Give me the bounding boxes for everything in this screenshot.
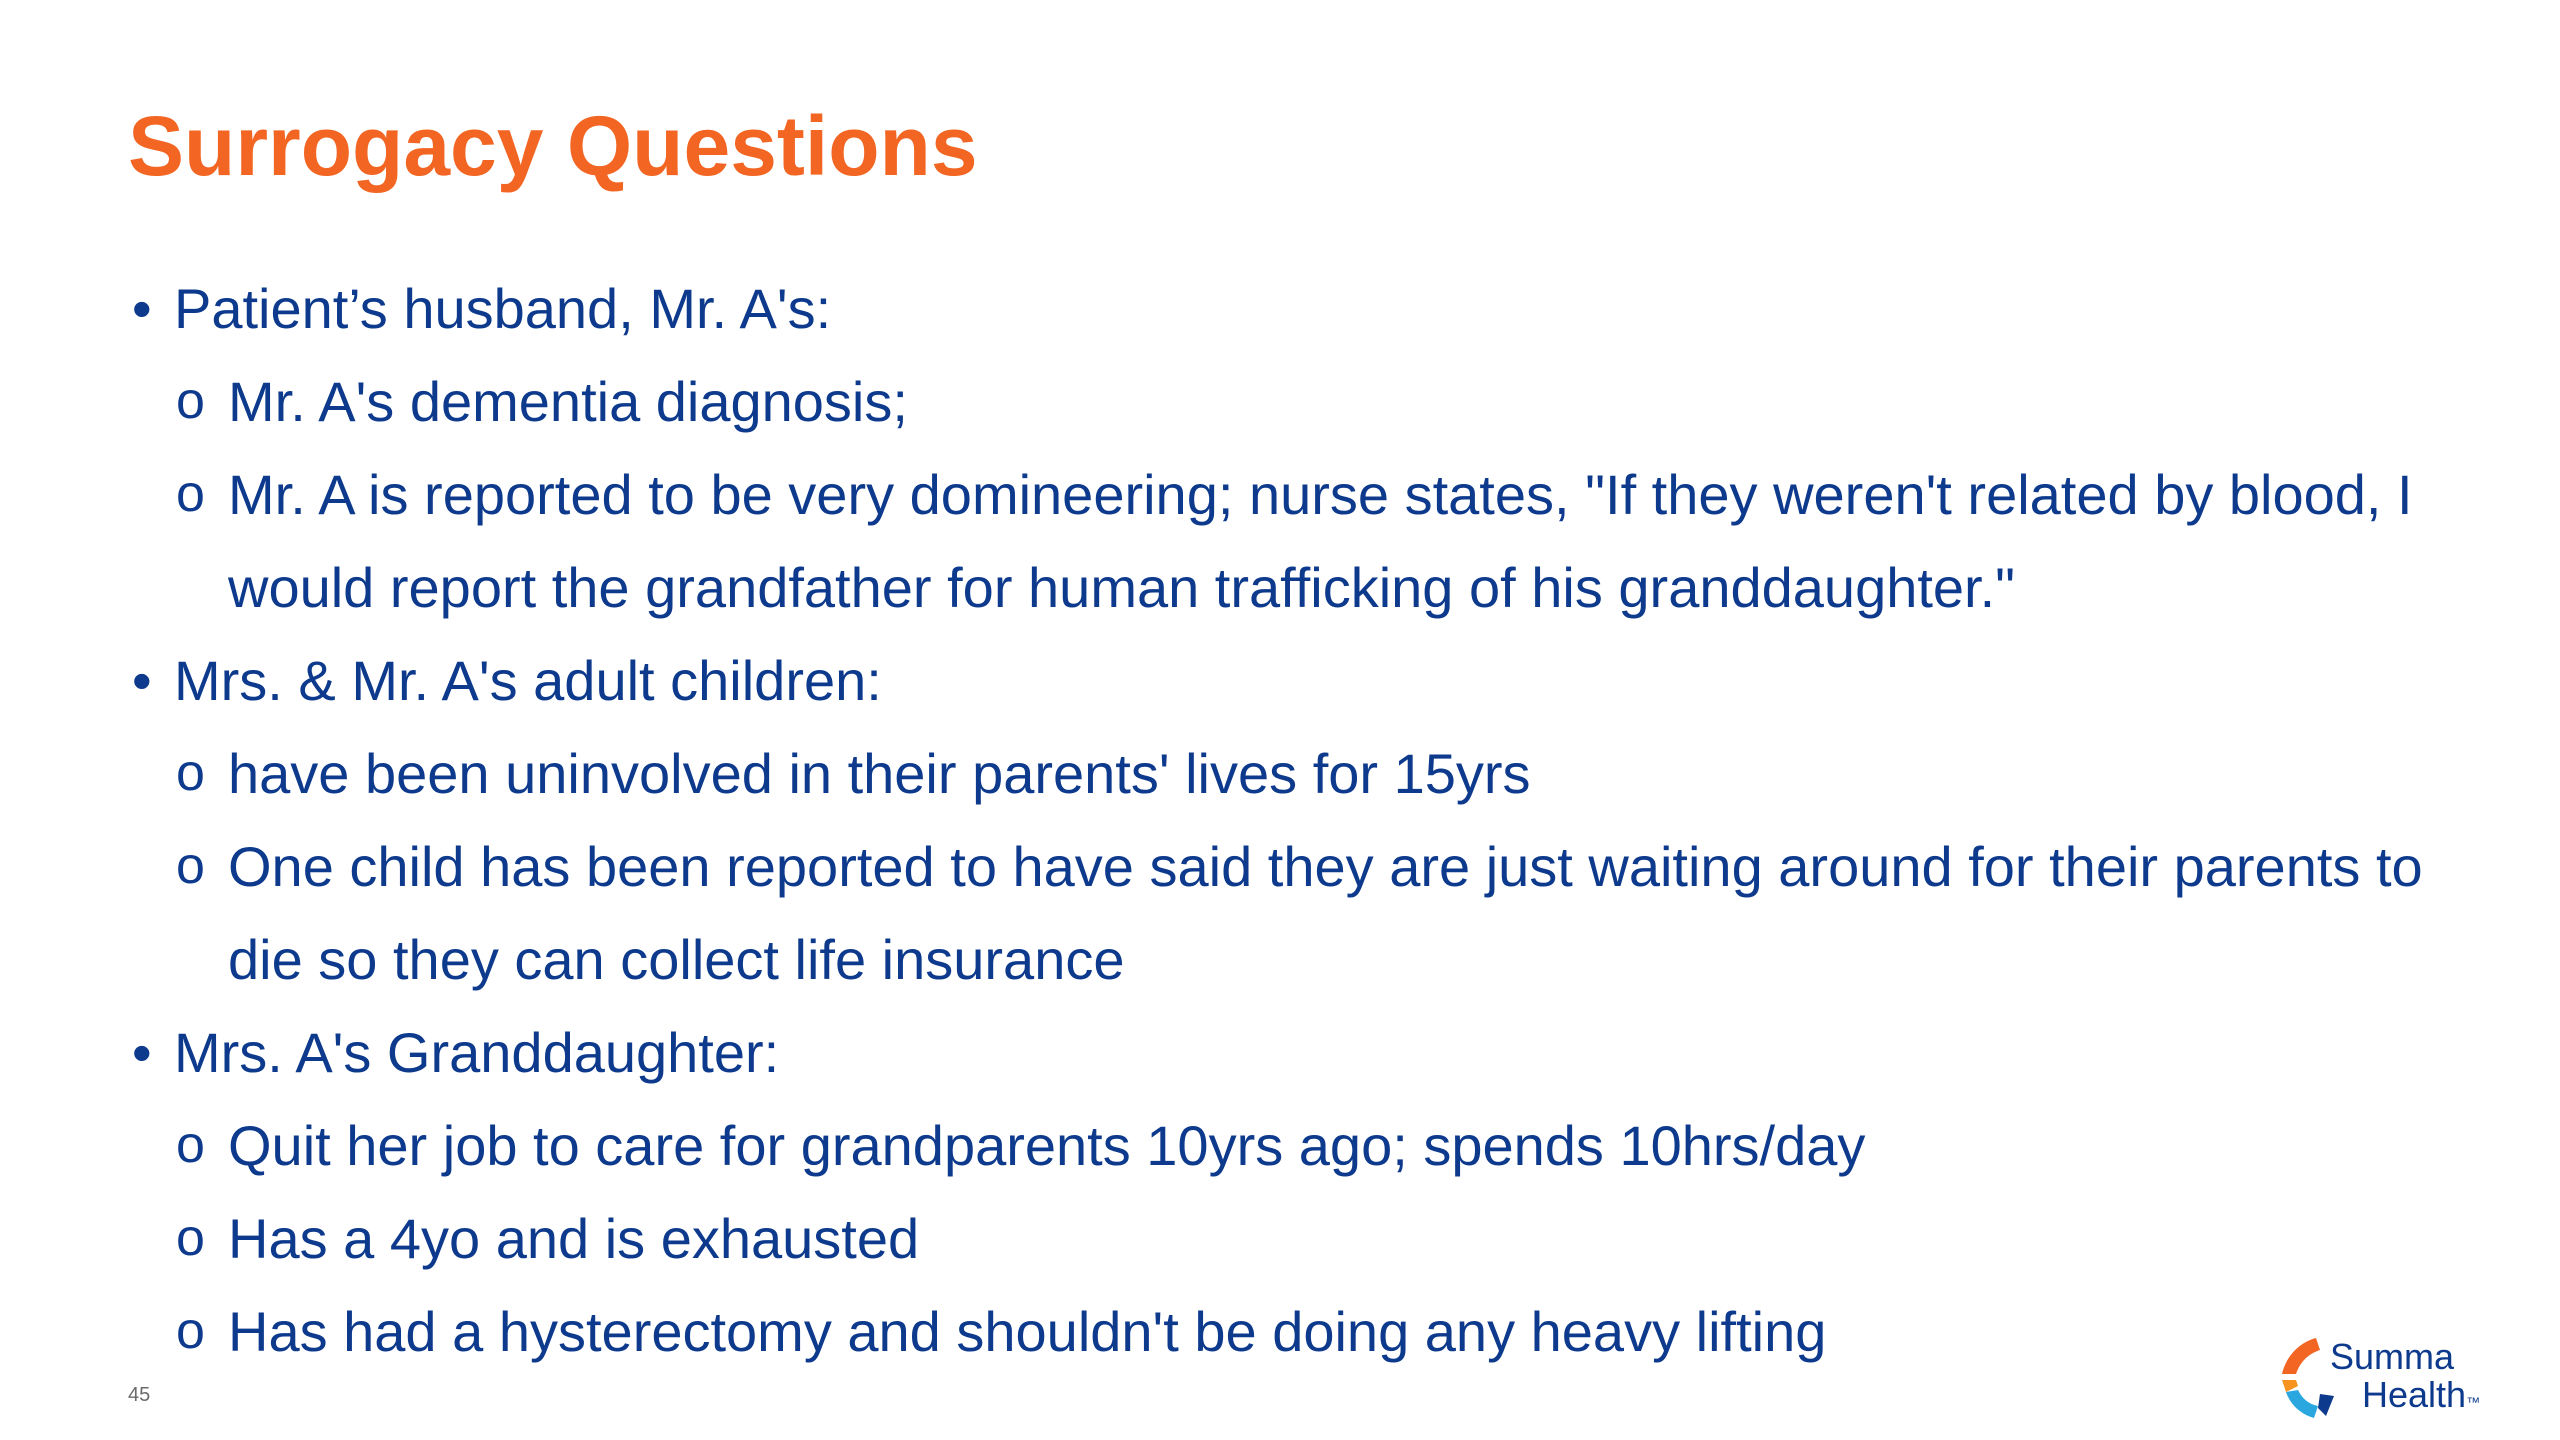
logo-text-line1: Summa	[2330, 1336, 2455, 1377]
bullet-dot: •	[132, 1021, 152, 1084]
bullet-text: Patient’s husband, Mr. A's:	[174, 277, 832, 340]
bullet-item-adult-children	[128, 634, 2428, 727]
sub-bullet-circle: o	[176, 1209, 205, 1267]
summa-health-logo	[2276, 1334, 2481, 1420]
trademark-mark: ™	[2466, 1394, 2481, 1410]
page-number: 45	[128, 1384, 151, 1406]
bullet-dot: •	[132, 649, 152, 712]
sub-bullet-circle: o	[176, 837, 205, 895]
sub-bullet-item	[128, 1099, 2428, 1192]
bullet-item-husband	[128, 262, 2428, 355]
sub-bullet-text: Mr. A's dementia diagnosis;	[228, 370, 908, 433]
sub-bullet-item	[128, 1285, 2428, 1378]
bullet-dot: •	[132, 277, 152, 340]
sub-bullet-circle: o	[176, 1116, 205, 1174]
sub-bullet-item	[128, 355, 2428, 448]
sub-bullet-circle: o	[176, 372, 205, 430]
sub-bullet-circle: o	[176, 465, 205, 523]
sub-bullet-text: One child has been reported to have said they are just waiting around for their parents to die so they can collect life insurance	[228, 835, 2423, 991]
bullet-text: Mrs. & Mr. A's adult children:	[174, 649, 882, 712]
sub-bullet-item	[128, 727, 2428, 820]
logo-text-line2: Health	[2362, 1374, 2467, 1415]
sub-bullet-text: Has a 4yo and is exhausted	[228, 1207, 920, 1270]
sub-bullet-text: Mr. A is reported to be very domineering; nurse states, "If they weren't related by blood, I would report the grandfather for human trafficking of his granddaughter."	[228, 463, 2413, 619]
sub-bullet-item	[128, 1192, 2428, 1285]
logo-wordmark	[2330, 1338, 2480, 1421]
sub-bullet-item	[128, 820, 2428, 1006]
bullet-text: Mrs. A's Granddaughter:	[174, 1021, 780, 1084]
sub-bullet-circle: o	[176, 1302, 205, 1360]
sub-bullet-text: Quit her job to care for grandparents 10yrs ago; spends 10hrs/day	[228, 1114, 1866, 1177]
sub-bullet-circle: o	[176, 744, 205, 802]
bullet-list	[128, 262, 2428, 1378]
bullet-item-granddaughter	[128, 1006, 2428, 1099]
sub-bullet-item	[128, 448, 2428, 634]
sub-bullet-text: have been uninvolved in their parents' lives for 15yrs	[228, 742, 1531, 805]
sub-bullet-text: Has had a hysterectomy and shouldn't be doing any heavy lifting	[228, 1300, 1827, 1363]
slide-title: Surrogacy Questions	[128, 99, 978, 193]
